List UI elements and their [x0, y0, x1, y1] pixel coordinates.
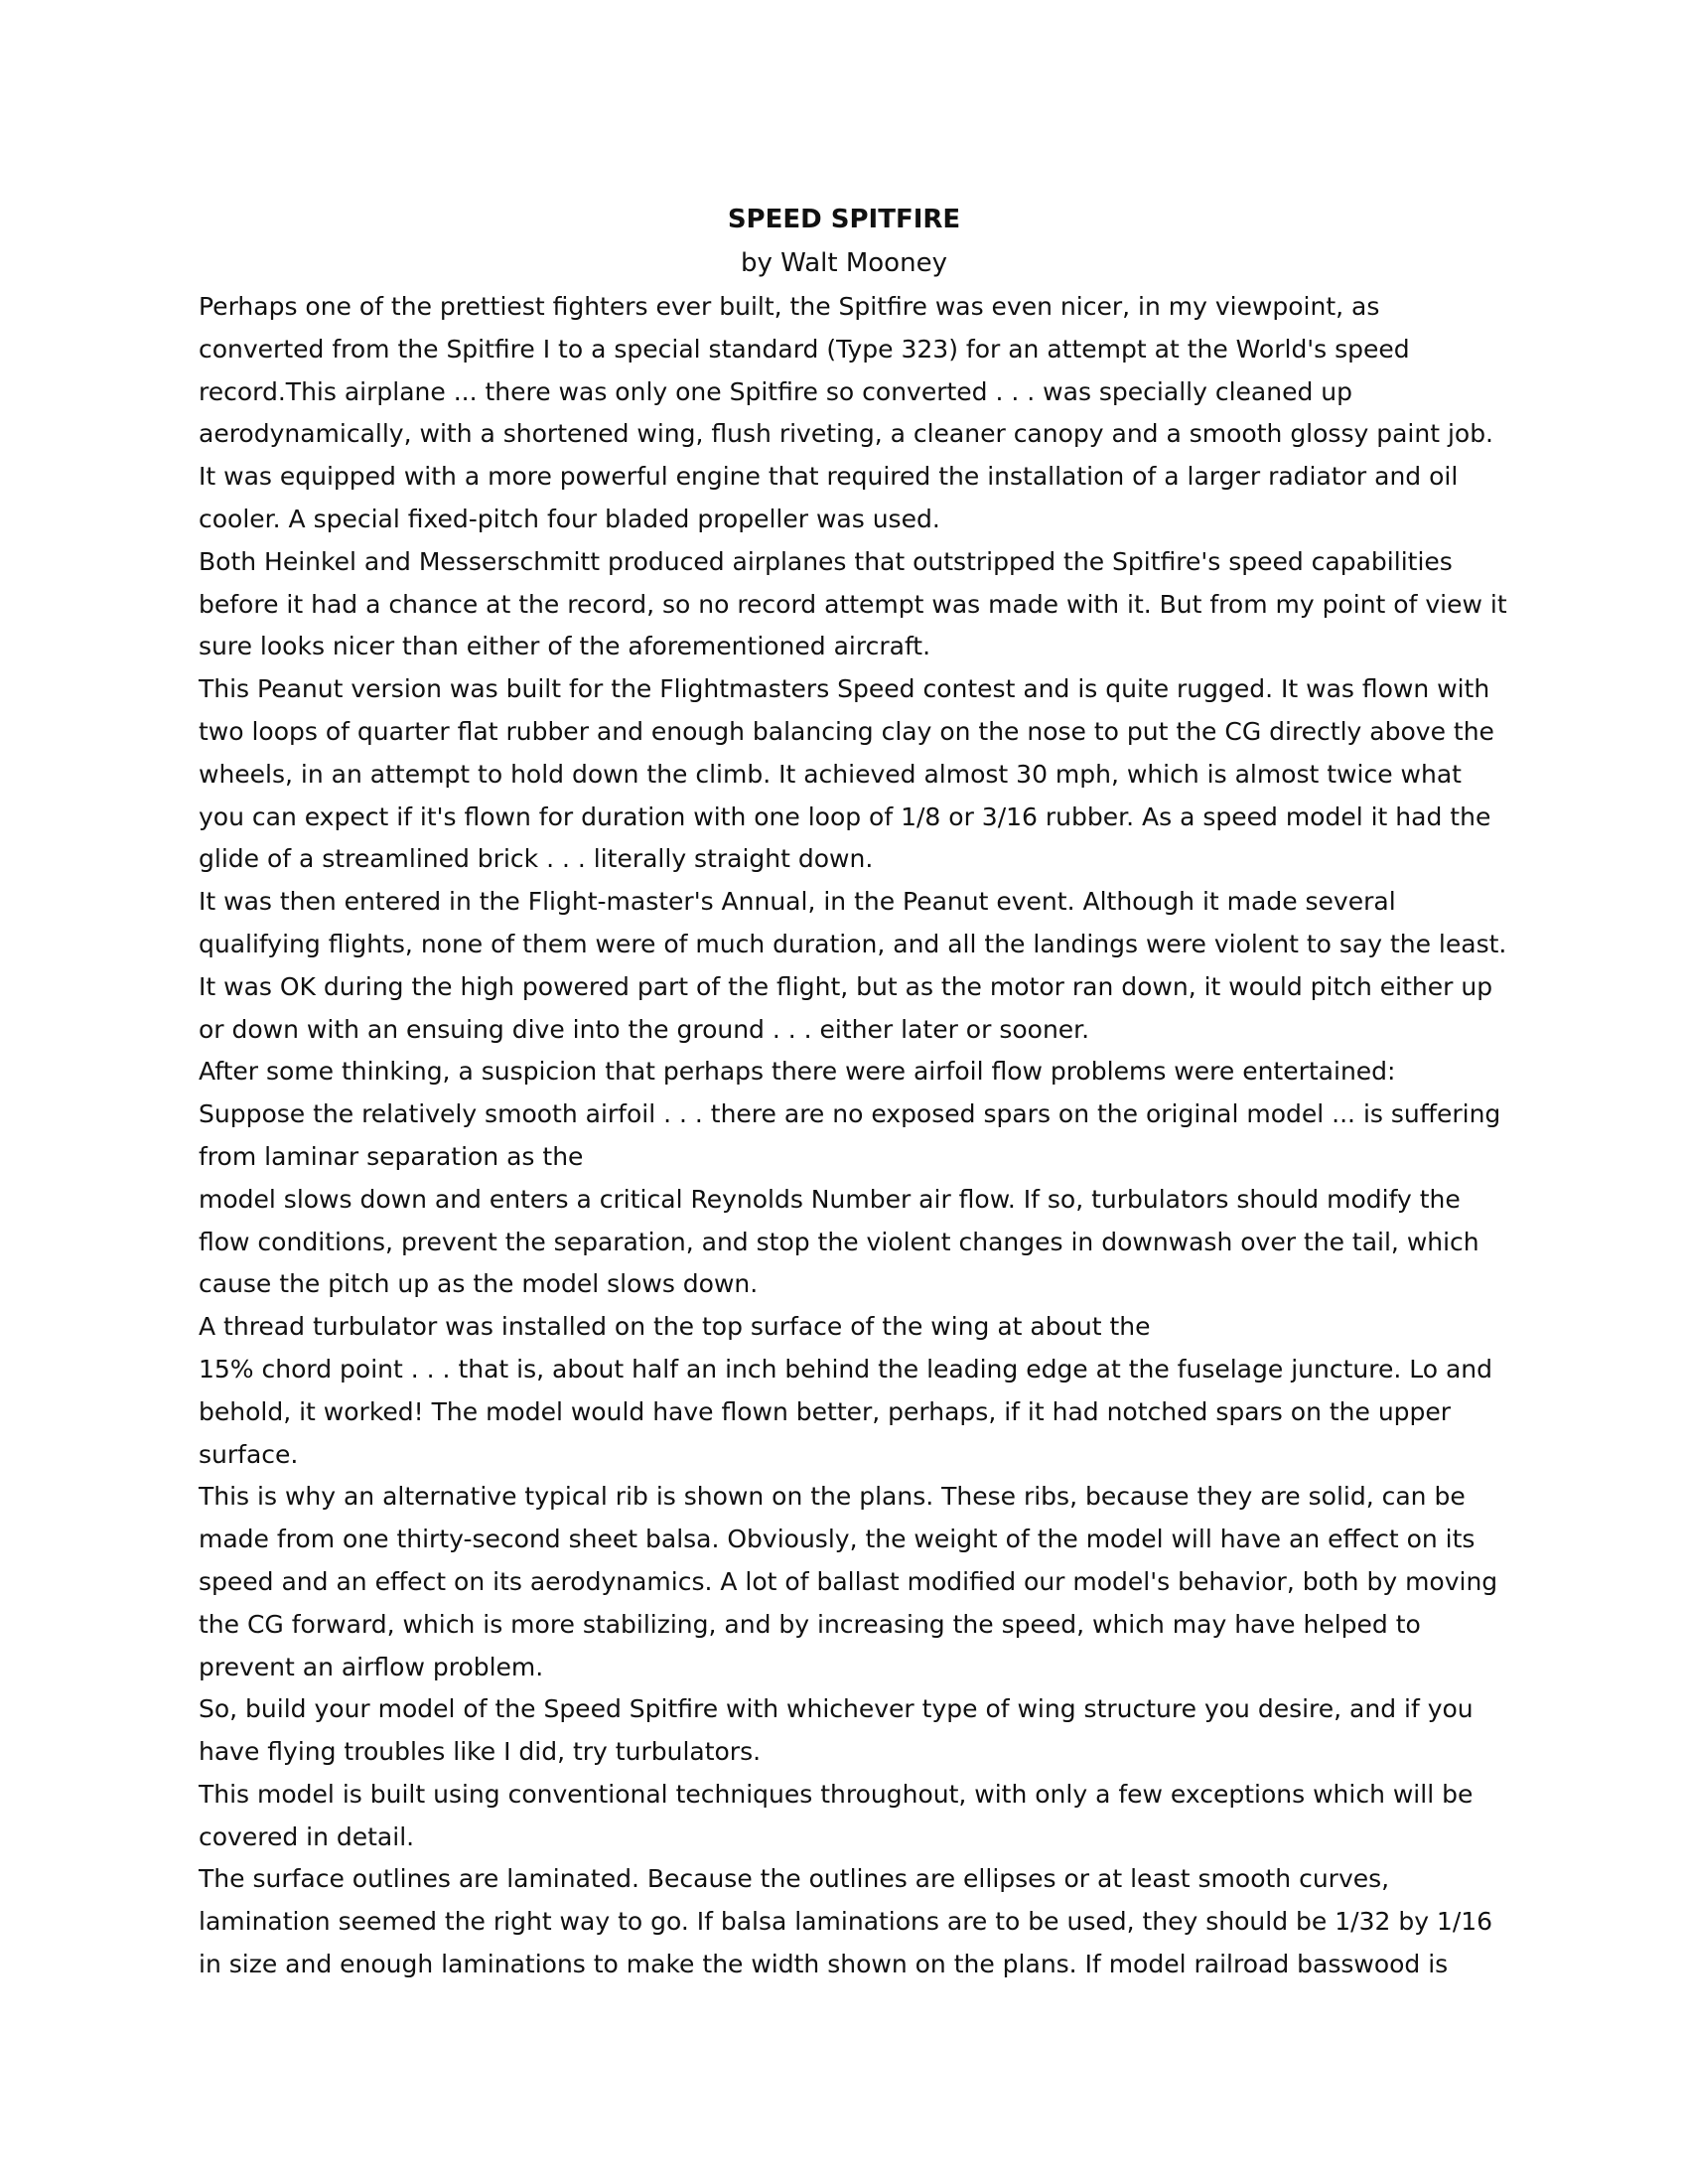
- paragraph: This model is built using conventional techniques throughout, with only a few exceptions which will be covered in detail.: [199, 1779, 1474, 1851]
- document-title: SPEED SPITFIRE: [727, 205, 961, 234]
- paragraph: This is why an alternative typical rib is shown on the plans. These ribs, because they are solid, can be made from one thirty-second sheet balsa. Obviously, the weight of the model will have an effect on its speed and an effect on its aerodynamics. A lot of ballast modified our model's behavior, both by moving the CG forward, which is more stabilizing, and by increasing the speed, which may have helped to prevent an airflow problem.: [199, 1482, 1498, 1681]
- paragraph: A thread turbulator was installed on the top surface of the wing at about the: [199, 1312, 1151, 1342]
- document-byline: by Walt Mooney: [741, 248, 947, 278]
- paragraph: So, build your model of the Speed Spitfire with whichever type of wing structure you desire, and if you have flying troubles like I did, try turbulators.: [199, 1694, 1474, 1767]
- paragraph: Both Heinkel and Messerschmitt produced airplanes that outstripped the Spitfire's speed capabilities before it had a chance at the record, so no record attempt was made with it. But from my point of view it sure looks nicer than either of the aforementioned aircraft.: [199, 546, 1507, 661]
- paragraph: model slows down and enters a critical Reynolds Number air flow. If so, turbulators should modify the flow conditions, prevent the separation, and stop the violent changes in downwash over the tail, which cause the pitch up as the model slows down.: [199, 1184, 1479, 1299]
- paragraph: After some thinking, a suspicion that perhaps there were airfoil flow problems were entertained: Suppose the relatively smooth airfoil . . . there are no exposed spars on the original model ... is suffering from laminar separation as the: [199, 1057, 1501, 1171]
- document-body: [199, 286, 1509, 1986]
- paragraph: The surface outlines are laminated. Because the outlines are ellipses or at least smooth curves, lamination seemed the right way to go. If balsa laminations are to be used, they should be 1/32 by 1/16 in size and enough laminations to make the width shown on the plans. If model railroad basswood is: [199, 1864, 1493, 1979]
- paragraph: 15% chord point . . . that is, about half an inch behind the leading edge at the fuselage juncture. Lo and behold, it worked! The model would have flown better, perhaps, if it had notched spars on the upper surface.: [199, 1354, 1492, 1469]
- paragraph: Perhaps one of the prettiest fighters ever built, the Spitfire was even nicer, in my viewpoint, as converted from the Spitfire I to a special standard (Type 323) for an attempt at the World's speed record.This airplane ... there was only one Spitfire so converted . . . was specially cleaned up aerodynamically, with a shortened wing, flush riveting, a cleaner canopy and a smooth glossy paint job. It was equipped with a more powerful engine that required the installation of a larger radiator and oil cooler. A special fixed-pitch four bladed propeller was used.: [199, 292, 1494, 533]
- paragraph: This Peanut version was built for the Flightmasters Speed contest and is quite rugged. It was flown with two loops of quarter flat rubber and enough balancing clay on the nose to put the CG directly above the wheels, in an attempt to hold down the climb. It achieved almost 30 mph, which is almost twice what you can expect if it's flown for duration with one loop of 1/8 or 3/16 rubber. As a speed model it had the glide of a streamlined brick . . . literally straight down.: [199, 674, 1494, 874]
- paragraph: It was then entered in the Flight-master's Annual, in the Peanut event. Although it made several qualifying flights, none of them were of much duration, and all the landings were violent to say the least. It was OK during the high powered part of the flight, but as the motor ran down, it would pitch either up or down with an ensuing dive into the ground . . . either later or sooner.: [199, 887, 1507, 1044]
